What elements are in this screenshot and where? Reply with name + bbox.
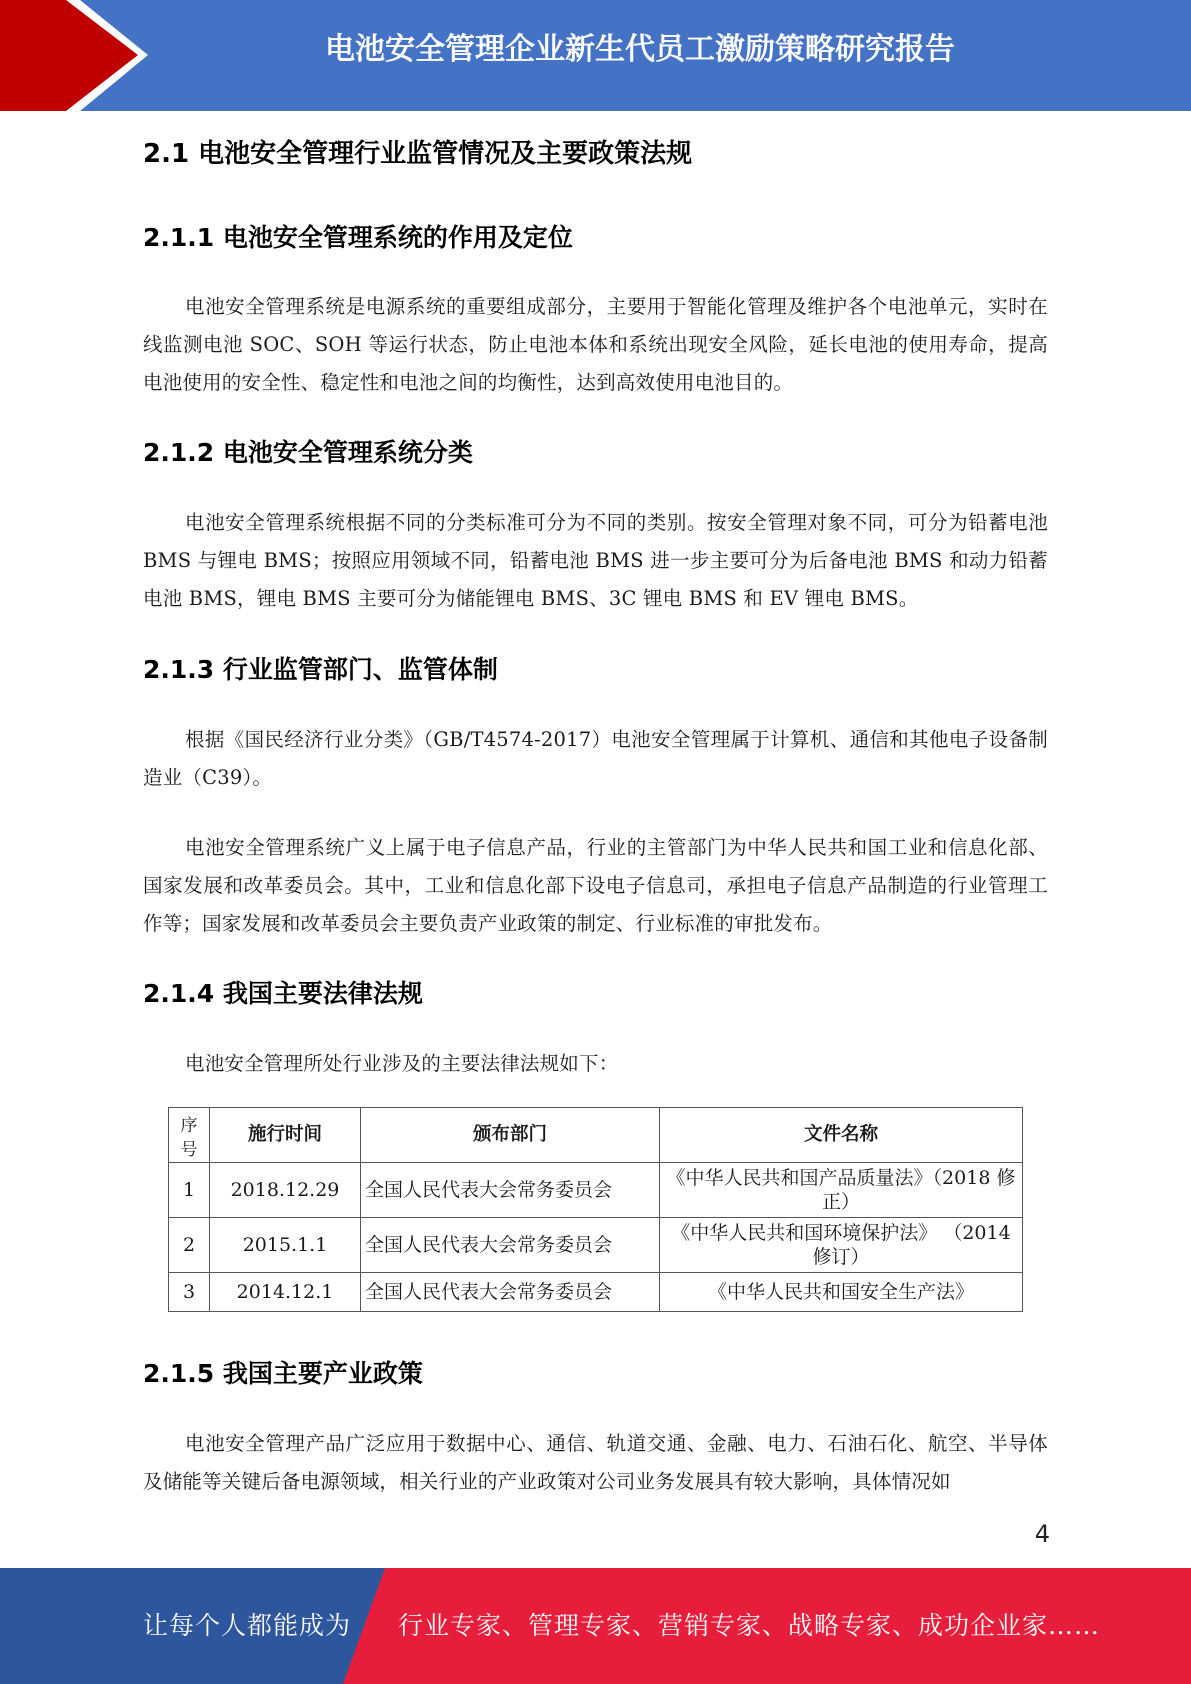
cell-document: 《中华人民共和国产品质量法》（2018 修正）: [660, 1163, 1023, 1218]
paragraph-industry-classification: 根据《国民经济行业分类》（GB/T4574-2017）电池安全管理属于计算机、通信和其他电子设备制造业（C39）。: [143, 728, 1048, 789]
section-heading-2-1-1: 2.1.1 电池安全管理系统的作用及定位: [143, 223, 573, 252]
cell-document: 《中华人民共和国环境保护法》 （2014 修订）: [660, 1218, 1023, 1273]
laws-table: [168, 1107, 1023, 1312]
report-title: 电池安全管理企业新生代员工激励策略研究报告: [325, 32, 955, 67]
cell-dept: 全国人民代表大会常务委员会: [361, 1273, 660, 1312]
section-heading-2-1-5: 2.1.5 我国主要产业政策: [143, 1359, 423, 1388]
footer-slogan-right: 行业专家、管理专家、营销专家、战略专家、成功企业家……: [398, 1611, 1101, 1640]
paragraph-laws-intro: 电池安全管理所处行业涉及的主要法律法规如下：: [185, 1052, 619, 1075]
footer-slogan-left: 让每个人都能成为: [143, 1611, 352, 1640]
paragraph-bms-role: 电池安全管理系统是电源系统的重要组成部分，主要用于智能化管理及维护各个电池单元，实时在线监测电池 SOC、SOH 等运行状态，防止电池本体和系统出现安全风险，延长电池的使用寿命，提高电池使用的安全性、稳定性和电池之间的均衡性，达到高效使用电池目的。: [143, 295, 1048, 394]
paragraph-bms-classification: 电池安全管理系统根据不同的分类标准可分为不同的类别。按安全管理对象不同，可分为铅蓄电池 BMS 与锂电 BMS；按照应用领域不同，铅蓄电池 BMS 进一步主要可分为后备电池 BMS 和动力铅蓄电池 BMS，锂电 BMS 主要可分为储能锂电 BMS、3C 锂电 BMS 和 EV 锂电 BMS。: [143, 511, 1048, 610]
table-row: [169, 1218, 1023, 1273]
section-heading-2-1-4: 2.1.4 我国主要法律法规: [143, 979, 423, 1008]
section-heading-2-1: 2.1 电池安全管理行业监管情况及主要政策法规: [143, 139, 693, 169]
table-row: [169, 1273, 1023, 1312]
section-heading-2-1-2: 2.1.2 电池安全管理系统分类: [143, 438, 473, 467]
cell-dept: 全国人民代表大会常务委员会: [361, 1218, 660, 1273]
table-header-row: [169, 1108, 1023, 1163]
header-effective-date: 施行时间: [210, 1108, 361, 1163]
header-seq: 序号: [169, 1108, 210, 1163]
page-footer: [0, 1568, 1191, 1684]
cell-dept: 全国人民代表大会常务委员会: [361, 1163, 660, 1218]
cell-seq: 2: [169, 1218, 210, 1273]
page-header: [0, 0, 1191, 111]
table-row: [169, 1163, 1023, 1218]
paragraph-industry-policy: 电池安全管理产品广泛应用于数据中心、通信、轨道交通、金融、电力、石油石化、航空、半导体及储能等关键后备电源领域，相关行业的产业政策对公司业务发展具有较大影响，具体情况如: [143, 1432, 1048, 1493]
cell-date: 2015.1.1: [210, 1218, 361, 1273]
paragraph-regulators: 电池安全管理系统广义上属于电子信息产品，行业的主管部门为中华人民共和国工业和信息化部、国家发展和改革委员会。其中，工业和信息化部下设电子信息司，承担电子信息产品制造的行业管理工作等；国家发展和改革委员会主要负责产业政策的制定、行业标准的审批发布。: [143, 836, 1048, 935]
cell-seq: 3: [169, 1273, 210, 1312]
cell-document: 《中华人民共和国安全生产法》: [660, 1273, 1023, 1312]
header-document-name: 文件名称: [660, 1108, 1023, 1163]
cell-date: 2018.12.29: [210, 1163, 361, 1218]
page-number: 4: [1034, 1520, 1050, 1548]
section-heading-2-1-3: 2.1.3 行业监管部门、监管体制: [143, 655, 498, 684]
header-issuing-dept: 颁布部门: [361, 1108, 660, 1163]
cell-seq: 1: [169, 1163, 210, 1218]
cell-date: 2014.12.1: [210, 1273, 361, 1312]
